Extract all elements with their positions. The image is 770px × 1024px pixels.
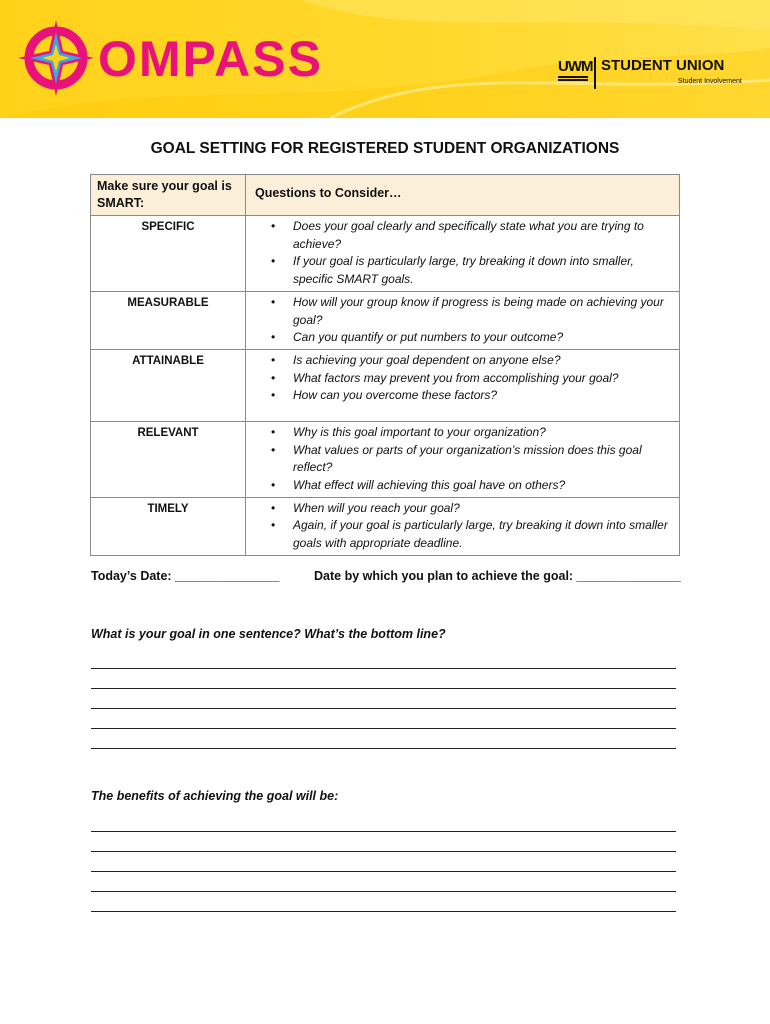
answer-line[interactable] [91,668,676,669]
compass-logo-text: OMPASS [98,31,323,87]
list-item: • What factors may prevent you from accomplishing your goal? [246,370,669,388]
answer-line[interactable] [91,891,676,892]
list-item: • When will you reach your goal? [246,500,669,518]
question-list [246,216,679,291]
list-item: • How will your group know if progress is being made on achieving your goal? [271,294,664,327]
list-item: • Can you quantify or put numbers to your outcome? [246,329,669,347]
target-date-field[interactable]: Date by which you plan to achieve the goal: _______________ [314,569,681,583]
bullet-icon: • [271,388,276,403]
list-item: • How can you overcome these factors? [246,387,669,405]
compass-star-icon [18,20,94,96]
list-item: • Does your goal clearly and specifically state what you are trying to achieve? [271,219,644,251]
bullet-icon: • [271,478,276,493]
document-title: GOAL SETTING FOR REGISTERED STUDENT ORGANIZATIONS [150,140,620,157]
answer-line[interactable] [91,708,676,709]
bullet-icon: • [271,518,276,533]
criterion-label: RELEVANT [137,426,199,439]
question-list [246,422,679,497]
uwm-bars-icon [558,76,588,82]
answer-line[interactable] [91,911,676,912]
student-union-title: STUDENT UNION [601,57,725,74]
bullet-icon: • [271,424,276,439]
list-item: • Why is this goal important to your organization? [246,424,669,442]
list-item: • Is achieving your goal dependent on anyone else? [246,352,669,370]
question-list [246,292,679,349]
table-header-right: Questions to Consider… [246,175,680,216]
question-list [246,498,679,555]
criterion-label: ATTAINABLE [132,354,204,367]
bullet-icon: • [271,219,276,233]
criterion-label: SPECIFIC [141,221,195,233]
table-header-left: Make sure your goal is SMART: [91,175,246,216]
table-row [91,216,680,292]
uwm-mark: UWM [558,58,593,75]
goal-answer-lines[interactable] [91,668,676,768]
student-union-subtitle: Student Involvement [678,78,742,85]
answer-line[interactable] [91,831,676,832]
table-header-row [91,175,680,216]
table-row [91,421,680,497]
criterion-label: MEASURABLE [127,296,209,309]
bullet-icon: • [271,254,276,269]
table-row [91,497,680,555]
smart-goals-table [90,174,680,556]
table-row [91,349,680,421]
todays-date-field[interactable]: Today’s Date: _______________ [91,569,280,583]
criterion-label: TIMELY [147,502,189,515]
question-list [246,350,679,407]
answer-line[interactable] [91,851,676,852]
answer-line[interactable] [91,728,676,729]
bullet-icon: • [271,330,276,345]
bullet-icon: • [271,352,276,367]
page-header [0,0,770,118]
answer-line[interactable] [91,688,676,689]
list-item: • Again, if your goal is particularly large, try breaking it down into smaller goals with appropriate deadline. [271,518,668,551]
answer-line[interactable] [91,871,676,872]
bullet-icon: • [271,442,276,457]
benefits-answer-lines[interactable] [91,831,676,931]
bullet-icon: • [271,370,276,385]
bullet-icon: • [271,500,276,515]
logo-divider [594,57,596,89]
bullet-icon: • [271,294,276,309]
list-item: • If your goal is particularly large, try breaking it down into smaller, specific SMART goals. [271,254,634,287]
table-row [91,291,680,349]
answer-line[interactable] [91,748,676,749]
benefits-prompt: The benefits of achieving the goal will be: [91,789,339,803]
goal-prompt: What is your goal in one sentence? What’s the bottom line? [91,627,446,641]
list-item: • What values or parts of your organization’s mission does this goal reflect? [271,442,642,475]
student-union-logo [558,57,758,89]
list-item: • What effect will achieving this goal have on others? [246,477,669,495]
